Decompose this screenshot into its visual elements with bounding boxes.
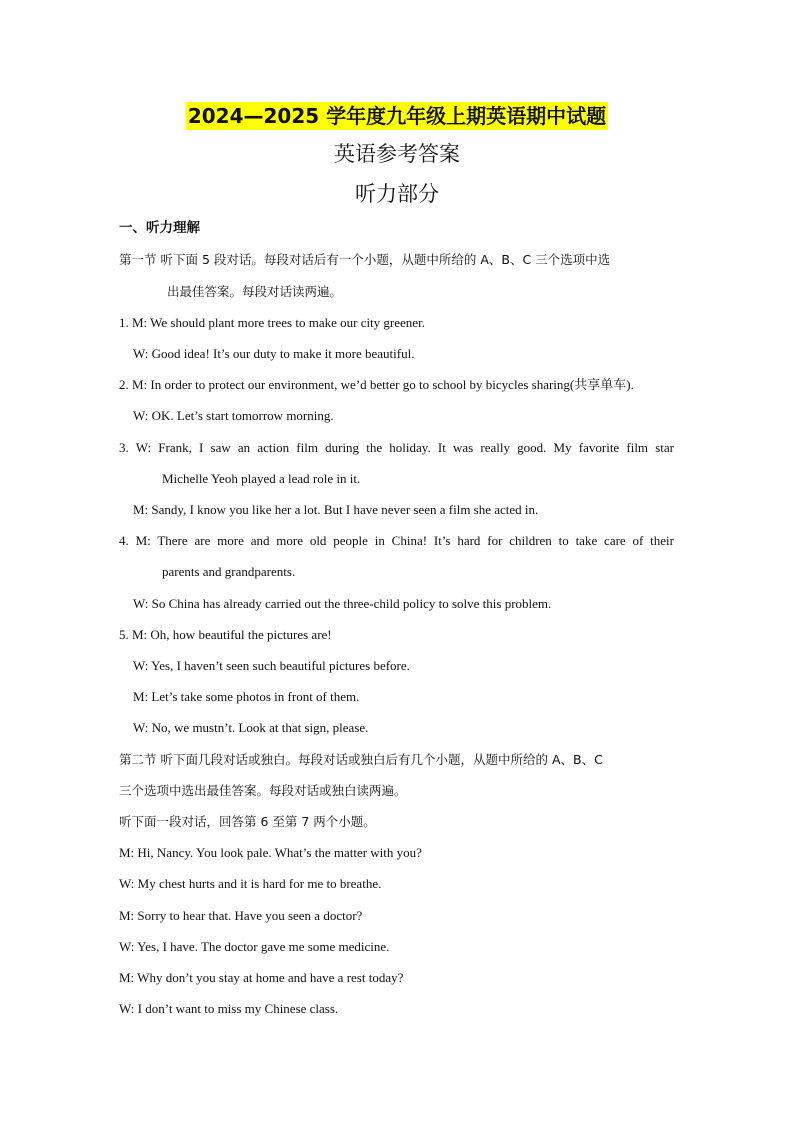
section-title: 听力部分 (355, 182, 439, 206)
dialogue4-man-line2: parents and grandparents. (162, 564, 296, 579)
page-subtitle: 英语参考答案 (334, 142, 460, 166)
dialogue6-line4: W: Yes, I have. The doctor gave me some medicine. (119, 939, 390, 954)
dialogue5-woman-1: W: Yes, I haven’t seen such beautiful pictures before. (133, 658, 410, 673)
dialogue1-man: 1. M: We should plant more trees to make our city greener. (119, 315, 425, 330)
section1-instruction-line1: 第一节 听下面 5 段对话。每段对话后有一个小题，从题中所给的 A、B、C 三个选项中选 (119, 252, 611, 267)
dialogue6-line5: M: Why don’t you stay at home and have a rest today? (119, 970, 404, 985)
dialogue6-line1: M: Hi, Nancy. You look pale. What’s the matter with you? (119, 845, 422, 860)
dialogue6-line3: M: Sorry to hear that. Have you seen a doctor? (119, 908, 363, 923)
part-heading: 一、听力理解 (119, 220, 200, 236)
dialogue2-man: 2. M: In order to protect our environment, we’d better go to school by bicycles sharing(共享单车). (119, 377, 634, 392)
section1-instruction-line2: 出最佳答案。每段对话读两遍。 (167, 284, 343, 299)
section2-instruction-line2: 三个选项中选出最佳答案。每段对话或独白读两遍。 (119, 783, 407, 798)
dialogue2-woman: W: OK. Let’s start tomorrow morning. (133, 408, 334, 423)
dialogue1-woman: W: Good idea! It’s our duty to make it more beautiful. (133, 346, 415, 361)
dialogue5-woman-2: W: No, we mustn’t. Look at that sign, please. (133, 720, 369, 735)
dialogue4-man-line1: 4. M: There are more and more old people in China! It’s hard for children to take care of their (119, 533, 674, 548)
page-title: 2024—2025 学年度九年级上期英语期中试题 (187, 104, 607, 128)
dialogue3-woman-line1: 3. W: Frank, I saw an action film during the holiday. It was really good. My favorite film star (119, 440, 674, 455)
dialogue6-instruction: 听下面一段对话，回答第 6 至第 7 两个小题。 (119, 814, 376, 829)
dialogue3-man: M: Sandy, I know you like her a lot. But I have never seen a film she acted in. (133, 502, 539, 517)
dialogue5-man-2: M: Let’s take some photos in front of them. (133, 689, 360, 704)
title-wrapper (0, 102, 794, 130)
dialogue4-woman: W: So China has already carried out the three-child policy to solve this problem. (133, 596, 552, 611)
section2-instruction-line1: 第二节 听下面几段对话或独白。每段对话或独白后有几个小题，从题中所给的 A、B、C (119, 752, 603, 767)
dialogue5-man-1: 5. M: Oh, how beautiful the pictures are! (119, 627, 332, 642)
dialogue6-line2: W: My chest hurts and it is hard for me to breathe. (119, 876, 382, 891)
dialogue6-line6: W: I don’t want to miss my Chinese class. (119, 1001, 339, 1016)
dialogue3-woman-line2: Michelle Yeoh played a lead role in it. (162, 471, 361, 486)
